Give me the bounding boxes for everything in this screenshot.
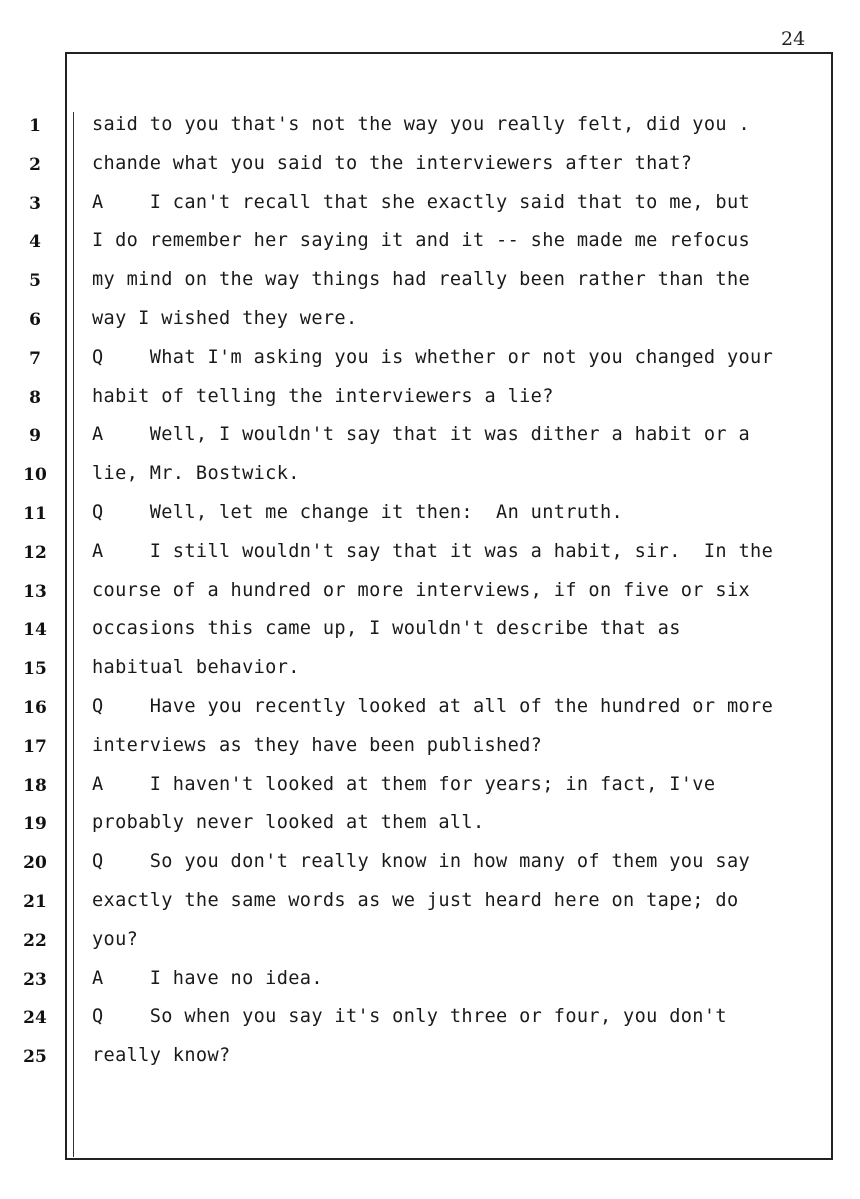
transcript-line	[0, 224, 860, 262]
line-text: A I can't recall that she exactly said that to me, but	[92, 191, 751, 213]
line-text: A I have no idea.	[92, 967, 323, 989]
line-text: you?	[92, 928, 139, 950]
transcript-line	[0, 380, 860, 418]
line-text: my mind on the way things had really been rather than the	[92, 269, 751, 291]
transcript-line	[0, 845, 860, 883]
transcript-line	[0, 1039, 860, 1077]
line-number: 8	[29, 387, 41, 408]
transcript-line	[0, 108, 860, 146]
line-number: 4	[29, 232, 41, 253]
transcript-line	[0, 418, 860, 456]
line-number: 19	[23, 814, 47, 835]
transcript-line	[0, 729, 860, 767]
line-text: Q So you don't really know in how many of them you say	[92, 851, 751, 873]
line-number: 20	[23, 853, 47, 874]
transcript-line	[0, 768, 860, 806]
line-number: 12	[23, 542, 47, 563]
transcript-line	[0, 884, 860, 922]
transcript-line	[0, 535, 860, 573]
transcript-line	[0, 147, 860, 185]
transcript-line	[0, 806, 860, 844]
line-text: said to you that's not the way you really felt, did you .	[92, 114, 751, 135]
line-number: 10	[23, 465, 47, 486]
line-text: A I haven't looked at them for years; in fact, I've	[92, 773, 716, 795]
line-text: Q Have you recently looked at all of the hundred or more	[92, 696, 774, 717]
line-number: 11	[23, 504, 47, 524]
line-text: I do remember her saying it and it -- she made me refocus	[92, 230, 751, 252]
line-number: 21	[23, 892, 47, 912]
transcript-line	[0, 962, 860, 1000]
line-text: Q Well, let me change it then: An untruth.	[92, 502, 624, 523]
line-text: course of a hundred or more interviews, if on five or six	[92, 579, 751, 601]
line-number: 13	[23, 581, 47, 602]
line-text: Q So when you say it's only three or four, you don't	[92, 1006, 727, 1028]
transcript-line	[0, 186, 860, 224]
line-text: probably never looked at them all.	[92, 812, 485, 834]
line-number: 22	[23, 930, 47, 951]
line-text: really know?	[92, 1045, 231, 1067]
line-text: Q What I'm asking you is whether or not you changed your	[92, 346, 774, 368]
line-text: exactly the same words as we just heard here on tape; do	[92, 890, 739, 911]
transcript-line	[0, 341, 860, 379]
transcript-line	[0, 263, 860, 301]
transcript-line	[0, 690, 860, 728]
line-number: 14	[23, 620, 47, 641]
transcript-line	[0, 457, 860, 495]
transcript-line	[0, 496, 860, 534]
line-text: lie, Mr. Bostwick.	[92, 463, 300, 485]
transcript-line	[0, 574, 860, 612]
line-number: 23	[23, 969, 47, 990]
line-text: A Well, I wouldn't say that it was dither a habit or a	[92, 424, 751, 446]
line-number: 24	[23, 1008, 47, 1029]
line-number: 6	[29, 310, 41, 330]
line-text: occasions this came up, I wouldn't describe that as	[92, 618, 681, 640]
transcript-line	[0, 651, 860, 689]
line-text: habitual behavior.	[92, 657, 300, 679]
line-text: interviews as they have been published?	[92, 734, 543, 756]
line-number: 2	[29, 154, 41, 175]
line-number: 5	[29, 271, 41, 292]
line-text: chande what you said to the interviewers after that?	[92, 152, 693, 174]
page-number: 24	[781, 28, 806, 50]
line-text: habit of telling the interviewers a lie?	[92, 385, 554, 407]
line-number: 9	[29, 426, 41, 447]
transcript-line	[0, 923, 860, 961]
line-number: 1	[29, 116, 41, 136]
line-number: 25	[23, 1047, 47, 1068]
line-number: 16	[23, 698, 47, 718]
line-text: A I still wouldn't say that it was a habit, sir. In the	[92, 540, 774, 562]
line-number: 18	[23, 775, 47, 796]
transcript-line	[0, 1000, 860, 1038]
line-number: 7	[29, 348, 41, 369]
line-number: 17	[23, 736, 47, 757]
line-number: 3	[29, 193, 41, 214]
transcript-line	[0, 612, 860, 650]
transcript-line	[0, 302, 860, 340]
line-text: way I wished they were.	[92, 308, 358, 329]
line-number: 15	[23, 659, 47, 680]
